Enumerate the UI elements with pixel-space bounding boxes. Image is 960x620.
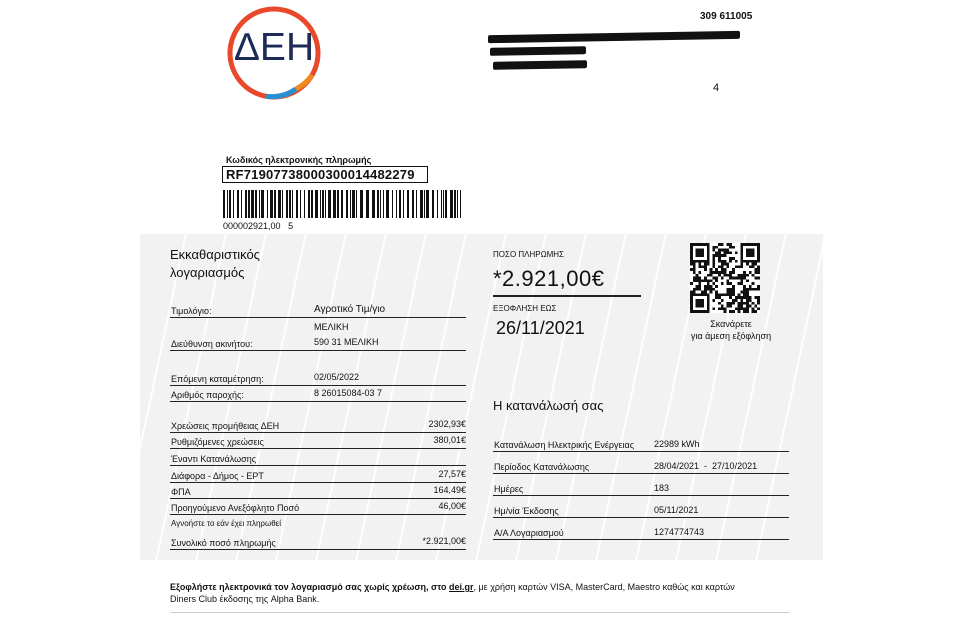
- total-value: *2.921,00€: [422, 536, 466, 546]
- next-reading-label: Επόμενη καταμέτρηση:: [171, 374, 264, 384]
- supply-number-value: 8 26015084-03 7: [314, 388, 383, 398]
- logo-text: ΔΕΗ: [233, 26, 315, 69]
- consumption-value: 05/11/2021: [654, 505, 699, 515]
- payment-code-value: RF7190773800030001448227​9: [222, 166, 428, 183]
- bill-title-line1: Εκκαθαριστικός: [170, 247, 260, 262]
- invoice-value: Αγροτικό Τιμ/γιο: [314, 304, 386, 315]
- footer-rest: , με χρήση καρτών VISA, MasterCard, Maestro καθώς και καρτών: [473, 582, 735, 592]
- charge-label: Έναντι Κατανάλωσης: [171, 454, 257, 464]
- address-town: ΜΕΛΙΚΗ: [314, 322, 349, 332]
- footer-divider: [170, 612, 790, 613]
- consumption-label: Α/Α Λογαριασμού: [494, 528, 564, 538]
- charge-label: Προηγούμενο Ανεξόφλητο Ποσό: [171, 503, 300, 513]
- due-date: 26/11/2021: [496, 318, 585, 338]
- due-label: ΕΞΟΦΛΗΣΗ ΕΩΣ: [493, 304, 557, 313]
- next-reading-value: 02/05/2022: [314, 372, 360, 382]
- charge-label: Διάφορα - Δήμος - ΕΡΤ: [171, 471, 264, 481]
- barcode-amount: 000002921,00: [223, 221, 281, 231]
- charge-value: 46,00€: [438, 501, 466, 511]
- footer-line2: Diners Club έκδοσης της Alpha Bank.: [170, 594, 320, 604]
- address-value: 590 31 ΜΕΛΙΚΗ: [314, 337, 379, 347]
- charge-label: ΦΠΑ: [171, 487, 191, 497]
- payment-code-label: Κωδικός ηλεκτρονικής πληρωμής: [226, 155, 372, 165]
- amount-value: *2.921,00€: [493, 266, 605, 291]
- charge-value: 164,49€: [433, 485, 466, 495]
- address-label: Διεύθυνση ακινήτου:: [171, 339, 253, 349]
- qr-caption-line2: για άμεση εξόφληση: [690, 331, 772, 341]
- consumption-label: Ημέρες: [494, 484, 524, 494]
- consumption-label: Περίοδος Κατανάλωσης: [494, 462, 590, 472]
- footer-note: [170, 581, 810, 605]
- supply-number-label: Αριθμός παροχής:: [171, 390, 244, 400]
- bill-title: [170, 246, 260, 282]
- charge-label: Ρυθμιζόμενες χρεώσεις: [171, 437, 264, 447]
- barcode: [223, 190, 463, 218]
- charge-label: Χρεώσεις προμήθειας ΔΕΗ: [171, 421, 280, 431]
- amount-label: ΠΟΣΟ ΠΛΗΡΩΜΗΣ: [493, 250, 564, 259]
- consumption-value: 28/04/2021 - 27/10/2021: [654, 461, 758, 471]
- footer-bold-text: Εξοφλήστε ηλεκτρονικά τον λογαριασμό σας χωρίς χρέωση, στο: [170, 582, 449, 592]
- footer-link[interactable]: dei.gr: [448, 582, 474, 592]
- charge-value: 2302,93€: [428, 419, 466, 429]
- consumption-label: Κατανάλωση Ηλεκτρικής Ενέργειας: [494, 440, 635, 450]
- barcode-number: [223, 221, 293, 231]
- invoice-label: Τιμολόγιο:: [171, 306, 212, 316]
- consumption-value: 22989 kWh: [654, 439, 700, 449]
- qr-caption-line1: Σκανάρετε: [710, 319, 752, 329]
- consumption-value: 1274774743: [654, 527, 705, 537]
- ignore-note: Αγνοήστε το εάν έχει πληρωθεί: [171, 519, 281, 528]
- barcode-suffix: 5: [288, 221, 294, 231]
- consumption-title: Η κατανάλωσή σας: [493, 398, 604, 413]
- qr-caption: [676, 318, 786, 342]
- qr-code[interactable]: [690, 243, 760, 313]
- charge-value: 380,01€: [433, 435, 466, 445]
- total-label: Συνολικό ποσό πληρωμής: [171, 538, 276, 548]
- bill-title-line2: λογαριασμός: [170, 265, 245, 280]
- page-number: 4: [713, 82, 720, 94]
- document-number: 309 611005: [700, 11, 753, 22]
- consumption-label: Ημ/νία Έκδοσης: [494, 506, 559, 516]
- consumption-value: 183: [654, 483, 670, 493]
- charge-value: 27,57€: [438, 469, 466, 479]
